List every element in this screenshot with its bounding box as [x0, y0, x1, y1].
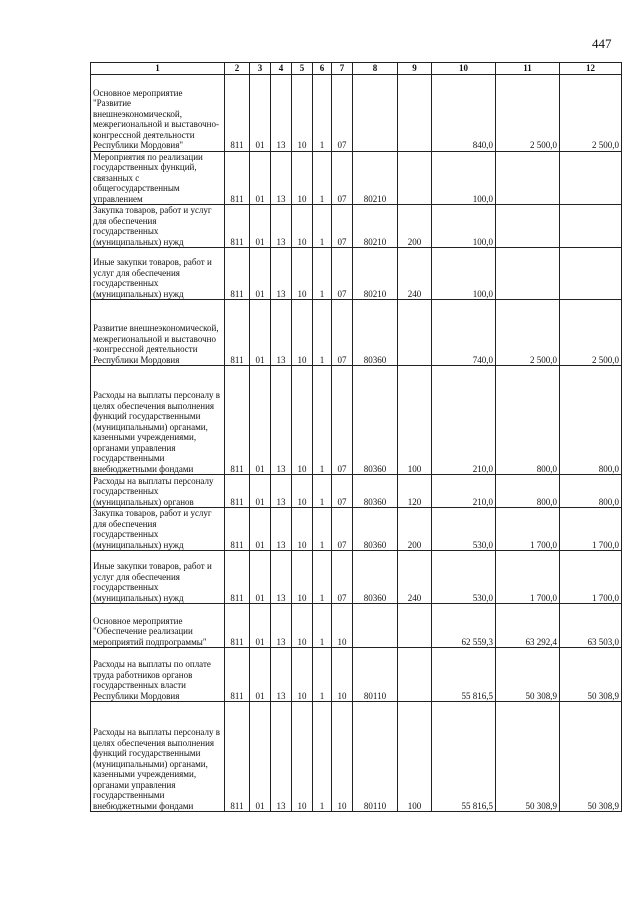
table-cell: 200 [398, 508, 432, 551]
table-row [91, 300, 622, 366]
table-cell: 07 [332, 205, 353, 248]
table-cell: 811 [225, 74, 250, 151]
table-cell: 07 [332, 551, 353, 604]
table-cell: 10 [332, 702, 353, 812]
column-header: 11 [496, 63, 560, 75]
table-cell: 07 [332, 366, 353, 475]
table-cell: 07 [332, 74, 353, 151]
table-cell: 2 500,0 [560, 300, 622, 366]
table-cell: 200 [398, 205, 432, 248]
table-cell: 80210 [353, 205, 398, 248]
row-name-cell: Закупка товаров, работ и услуг для обеспечения государственных (муниципальных) нужд [91, 205, 225, 248]
table-cell: 1 [313, 151, 332, 205]
table-cell: 07 [332, 508, 353, 551]
row-name-cell: Иные закупки товаров, работ и услуг для обеспечения государственных (муниципальных) нужд [91, 248, 225, 300]
table-header [91, 63, 622, 75]
table-cell: 811 [225, 366, 250, 475]
table-cell: 13 [271, 366, 292, 475]
table-cell: 811 [225, 648, 250, 702]
table-cell: 13 [271, 205, 292, 248]
column-header: 5 [292, 63, 313, 75]
column-header: 1 [91, 63, 225, 75]
table-cell: 210,0 [432, 366, 496, 475]
table-cell [398, 300, 432, 366]
row-name-cell: Развитие внешнеэкономической, межрегиональной и выставочно -конгрессной деятельности Республики Мордовия [91, 300, 225, 366]
table-cell: 13 [271, 475, 292, 508]
row-name-cell: Основное мероприятие "Обеспечение реализации мероприятий подпрограммы" [91, 604, 225, 648]
table-cell: 01 [250, 508, 271, 551]
table-cell: 1 [313, 475, 332, 508]
table-cell: 80210 [353, 248, 398, 300]
row-name-cell: Расходы на выплаты персоналу государственных (муниципальных) органов [91, 475, 225, 508]
table-cell: 01 [250, 74, 271, 151]
table-body [91, 74, 622, 812]
table-cell: 10 [292, 702, 313, 812]
table-cell: 10 [292, 475, 313, 508]
page-number: 447 [592, 36, 612, 51]
table-cell: 1 [313, 702, 332, 812]
row-name-cell: Основное мероприятие "Развитие внешнеэкономической, межрегиональной и выставочно-конгрессной деятельности Республики Мордовия" [91, 74, 225, 151]
table-cell: 80360 [353, 475, 398, 508]
table-cell: 10 [332, 604, 353, 648]
column-header: 7 [332, 63, 353, 75]
table-cell: 811 [225, 205, 250, 248]
table-cell: 1 700,0 [560, 508, 622, 551]
table-cell: 10 [292, 300, 313, 366]
table-row [91, 74, 622, 151]
table-cell: 1 700,0 [560, 551, 622, 604]
table-cell: 50 308,9 [496, 648, 560, 702]
table-cell: 01 [250, 366, 271, 475]
table-cell: 740,0 [432, 300, 496, 366]
table-cell: 10 [292, 604, 313, 648]
table-cell: 13 [271, 248, 292, 300]
table-cell: 100,0 [432, 248, 496, 300]
table-row [91, 604, 622, 648]
table-cell: 55 816,5 [432, 702, 496, 812]
column-header: 12 [560, 63, 622, 75]
table-cell [398, 74, 432, 151]
table-cell: 10 [332, 648, 353, 702]
table-cell: 07 [332, 475, 353, 508]
table-cell: 1 [313, 508, 332, 551]
table-cell: 10 [292, 74, 313, 151]
row-name-cell: Расходы на выплаты персоналу в целях обеспечения выполнения функций государственными (муниципальными) органами, казенными учреждениями, органами управления государственными внебюджетными фондами [91, 702, 225, 812]
table-cell: 80210 [353, 151, 398, 205]
row-name-cell: Расходы на выплаты персоналу в целях обеспечения выполнения функций государственными (муниципальными) органами, казенными учреждениями, органами управления государственными внебюджетными фондами [91, 366, 225, 475]
table-row [91, 205, 622, 248]
table-cell: 01 [250, 551, 271, 604]
table-cell: 2 500,0 [496, 74, 560, 151]
table-cell: 63 503,0 [560, 604, 622, 648]
table-cell [398, 604, 432, 648]
row-name-cell: Закупка товаров, работ и услуг для обеспечения государственных (муниципальных) нужд [91, 508, 225, 551]
table-cell: 100 [398, 366, 432, 475]
table-cell [398, 648, 432, 702]
table-row [91, 151, 622, 205]
table-cell: 13 [271, 604, 292, 648]
table-cell: 80360 [353, 508, 398, 551]
table-cell: 13 [271, 702, 292, 812]
table-cell: 10 [292, 508, 313, 551]
table-cell: 13 [271, 300, 292, 366]
table-cell: 1 [313, 551, 332, 604]
row-name-cell: Расходы на выплаты по оплате труда работников органов государственных власти Республики Мордовия [91, 648, 225, 702]
table-cell [496, 151, 560, 205]
table-cell: 530,0 [432, 508, 496, 551]
table-cell: 811 [225, 551, 250, 604]
table-row [91, 702, 622, 812]
table-cell: 13 [271, 74, 292, 151]
table-cell: 07 [332, 300, 353, 366]
table-cell [398, 151, 432, 205]
table-cell: 240 [398, 248, 432, 300]
table-cell: 13 [271, 648, 292, 702]
table-cell: 01 [250, 205, 271, 248]
table-cell: 1 700,0 [496, 508, 560, 551]
table-cell [560, 205, 622, 248]
table-cell [496, 205, 560, 248]
row-name-cell: Иные закупки товаров, работ и услуг для обеспечения государственных (муниципальных) нужд [91, 551, 225, 604]
table-cell: 811 [225, 475, 250, 508]
table-cell: 800,0 [560, 475, 622, 508]
table-cell: 100 [398, 702, 432, 812]
table-cell: 1 700,0 [496, 551, 560, 604]
table-cell: 55 816,5 [432, 648, 496, 702]
table-cell: 2 500,0 [560, 74, 622, 151]
table-cell: 01 [250, 648, 271, 702]
table-cell: 13 [271, 508, 292, 551]
table-cell: 811 [225, 300, 250, 366]
table-row [91, 508, 622, 551]
table-cell: 100,0 [432, 151, 496, 205]
table-cell: 240 [398, 551, 432, 604]
table-cell: 210,0 [432, 475, 496, 508]
table-cell [353, 604, 398, 648]
table-cell: 80110 [353, 648, 398, 702]
table-cell: 811 [225, 604, 250, 648]
table-cell: 800,0 [496, 475, 560, 508]
table-cell: 530,0 [432, 551, 496, 604]
table-row [91, 248, 622, 300]
table-cell: 01 [250, 702, 271, 812]
table-cell: 120 [398, 475, 432, 508]
table-cell: 62 559,3 [432, 604, 496, 648]
table-cell: 50 308,9 [560, 648, 622, 702]
table-cell: 10 [292, 551, 313, 604]
table-cell: 1 [313, 648, 332, 702]
table-cell: 800,0 [560, 366, 622, 475]
row-name-cell: Мероприятия по реализации государственных функций, связанных с общегосударственным управлением [91, 151, 225, 205]
table-cell: 50 308,9 [496, 702, 560, 812]
table-cell [353, 74, 398, 151]
table-cell: 1 [313, 205, 332, 248]
table-cell: 1 [313, 300, 332, 366]
column-header: 9 [398, 63, 432, 75]
table-cell: 01 [250, 151, 271, 205]
column-header: 3 [250, 63, 271, 75]
table-cell: 07 [332, 248, 353, 300]
column-header: 2 [225, 63, 250, 75]
table-cell: 01 [250, 604, 271, 648]
table-cell: 840,0 [432, 74, 496, 151]
table-cell: 1 [313, 604, 332, 648]
table-cell: 63 292,4 [496, 604, 560, 648]
table-cell: 80110 [353, 702, 398, 812]
column-header: 4 [271, 63, 292, 75]
table-cell: 2 500,0 [496, 300, 560, 366]
table-row [91, 475, 622, 508]
column-header: 8 [353, 63, 398, 75]
table-cell: 1 [313, 248, 332, 300]
column-header: 6 [313, 63, 332, 75]
table-cell [496, 248, 560, 300]
table-cell: 811 [225, 702, 250, 812]
budget-table [90, 62, 622, 812]
table-cell: 10 [292, 366, 313, 475]
header-row [91, 63, 622, 75]
table-cell: 811 [225, 151, 250, 205]
table-row [91, 551, 622, 604]
table-cell [560, 151, 622, 205]
table-cell: 50 308,9 [560, 702, 622, 812]
table-cell: 01 [250, 475, 271, 508]
table-cell: 13 [271, 151, 292, 205]
table-row [91, 648, 622, 702]
table-cell: 10 [292, 151, 313, 205]
table-cell: 1 [313, 74, 332, 151]
table-cell: 811 [225, 508, 250, 551]
table-cell: 10 [292, 248, 313, 300]
table-cell: 13 [271, 551, 292, 604]
table-cell: 1 [313, 366, 332, 475]
table-cell: 01 [250, 248, 271, 300]
table-cell [560, 248, 622, 300]
table-cell: 800,0 [496, 366, 560, 475]
table-row [91, 366, 622, 475]
table-cell: 10 [292, 648, 313, 702]
table-cell: 80360 [353, 300, 398, 366]
table-cell: 07 [332, 151, 353, 205]
table-cell: 01 [250, 300, 271, 366]
table-cell: 80360 [353, 551, 398, 604]
table-cell: 100,0 [432, 205, 496, 248]
table-cell: 80360 [353, 366, 398, 475]
column-header: 10 [432, 63, 496, 75]
table-cell: 811 [225, 248, 250, 300]
table-cell: 10 [292, 205, 313, 248]
